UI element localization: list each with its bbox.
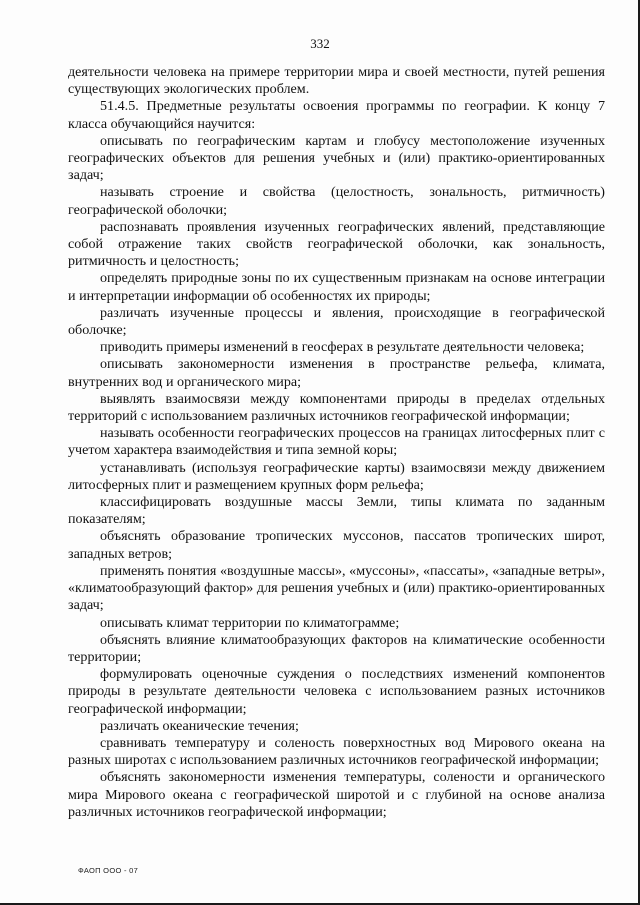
list-item: описывать закономерности изменения в пространстве рельефа, климата, внутренних вод и органического мира;	[68, 356, 605, 390]
list-item: описывать по географическим картам и глобусу местоположение изученных географических объектов для решения учебных и (или) практико-ориентированных задач;	[68, 132, 605, 184]
list-item: приводить примеры изменений в геосферах в результате деятельности человека;	[100, 339, 585, 356]
document-body	[68, 64, 605, 821]
list-item: выявлять взаимосвязи между компонентами природы в пределах отдельных территорий с использованием различных источников географической информации;	[68, 390, 605, 425]
list-item: формулировать оценочные суждения о последствиях изменений компонентов природы в результате деятельности человека с использованием разных источников географической информации;	[68, 666, 605, 717]
list-item: объяснять влияние климатообразующих факторов на климатические особенности территории;	[68, 631, 605, 665]
document-footer-code: ФАОП ООО - 07	[78, 866, 139, 875]
list-item: различать изученные процессы и явления, происходящие в географической оболочке;	[68, 304, 605, 339]
list-item: называть строение и свойства (целостность, зональность, ритмичность) географической оболочки;	[68, 184, 605, 218]
list-item: классифицировать воздушные массы Земли, типы климата по заданным показателям;	[68, 494, 605, 528]
intro-continuation-paragraph: деятельности человека на примере территории мира и своей местности, путей решения существующих экологических проблем.	[68, 64, 605, 98]
section-heading-paragraph: 51.4.5. Предметные результаты освоения программы по географии. К концу 7 класса обучающийся научится:	[68, 98, 605, 132]
list-item: объяснять закономерности изменения температуры, солености и органического мира Мирового океана с географической широтой и с глубиной на основе анализа различных источников географической информации;	[68, 769, 605, 820]
list-item: описывать климат территории по климатограмме;	[100, 614, 400, 631]
list-item: объяснять образование тропических муссонов, пассатов тропических широт, западных ветров;	[68, 528, 605, 562]
list-item: устанавливать (используя географические карты) взаимосвязи между движением литосферных плит и размещением крупных форм рельефа;	[68, 459, 605, 493]
list-item: называть особенности географических процессов на границах литосферных плит с учетом характера взаимодействия и типа земной коры;	[68, 425, 605, 459]
page-number: 332	[310, 36, 330, 51]
list-item: сравнивать температуру и соленость поверхностных вод Мирового океана на разных широтах с использованием различных источников географической информации;	[68, 734, 605, 769]
list-item: распознавать проявления изученных географических явлений, представляющие собой отражение таких свойств географической оболочки, как зональность, ритмичность и целостность;	[68, 218, 605, 270]
list-item: определять природные зоны по их существенным признакам на основе интеграции и интерпретации информации об особенностях их природы;	[68, 270, 605, 304]
list-item: применять понятия «воздушные массы», «муссоны», «пассаты», «западные ветры», «климатообразующий фактор» для решения учебных и (или) практико-ориентированных задач;	[68, 562, 605, 614]
list-item: различать океанические течения;	[100, 717, 299, 734]
